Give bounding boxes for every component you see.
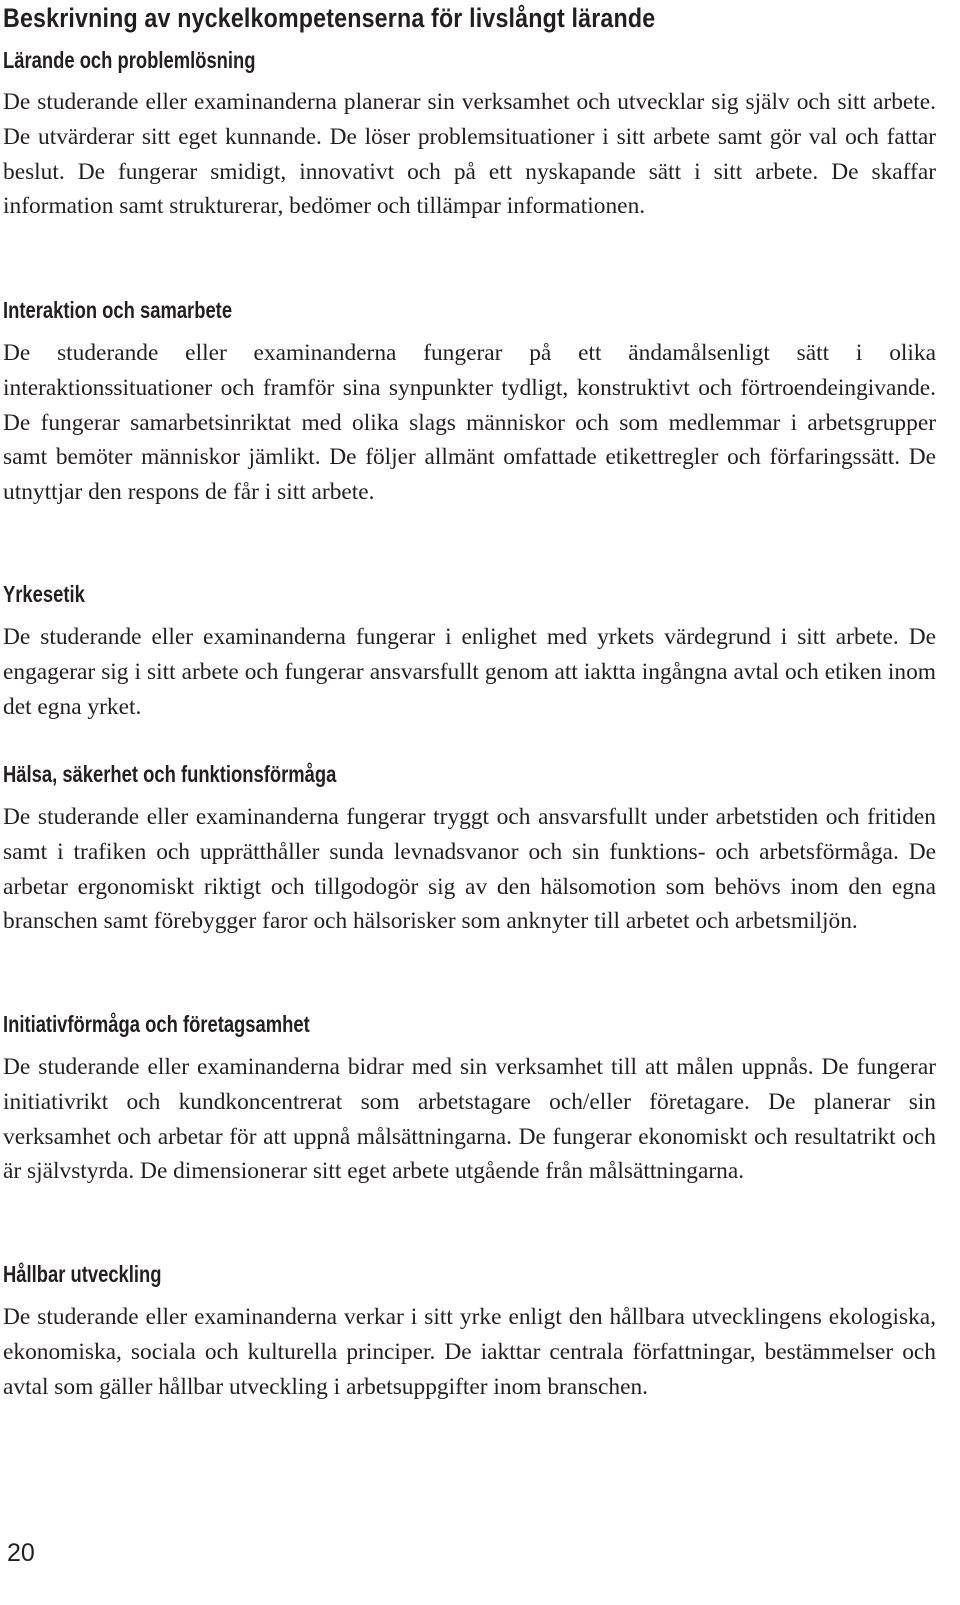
section-text-hallbar: De studerande eller examinanderna verkar i sitt yrke enligt den hållbara utvecklingens ekologiska, ekonomiska, sociala och kulturella principer. De iakttar centrala författningar, bestämmelser och avtal som gäller hållbar utveckling i arbetsuppgifter inom branschen. xyxy=(3,1304,936,1400)
section-text-yrkesetik: De studerande eller examinanderna fungerar i enlighet med yrkets värdegrund i sitt arbete. De engagerar sig i sitt arbete och fungerar ansvarsfullt genom att iaktta ingångna avtal och etiken inom det egna yrket. xyxy=(3,624,936,720)
page-title: Beskrivning av nyckelkompetenserna för livslångt lärande xyxy=(3,3,656,33)
section-text-halsa: De studerande eller examinanderna fungerar tryggt och ansvarsfullt under arbetstiden och fritiden samt i trafiken och upprätthåller sunda levnadsvanor och sin funktions- och arbetsförmåga. De arbetar ergonomiskt riktigt och tillgodogör sig av den hälsomotion som behövs inom den egna branschen samt förebygger faror och hälsorisker som anknyter till arbetet och arbetsmiljön. xyxy=(3,804,936,935)
section-text-interaktion: De studerande eller examinanderna fungerar på ett ändamålsenligt sätt i olika interaktionssituationer och framför sina synpunkter tydligt, konstruktivt och förtroendeingivande. De fungerar samarbetsinriktat med olika slags människor och som medlemmar i arbetsgrupper samt bemöter människor jämlikt. De följer allmänt omfattade etikettregler och förfaringssätt. De utnyttjar den respons de får i sitt arbete. xyxy=(3,340,936,506)
section-heading-halsa: Hälsa, säkerhet och funktionsförmåga xyxy=(3,761,337,787)
section-heading-interaktion: Interaktion och samarbete xyxy=(3,297,233,323)
section-text-initiativ: De studerande eller examinanderna bidrar med sin verksamhet till att målen uppnås. De fungerar initiativrikt och kundkoncentrerat som arbetstagare och/​eller företagare. De planerar sin verksamhet och arbetar för att uppnå målsättningarna. De fungerar ekonomiskt och resultatrikt och är självstyrda. De dimensionerar sitt eget arbete utgående från målsättningarna. xyxy=(3,1054,936,1185)
section-text-larande: De studerande eller examinanderna planerar sin verksamhet och utvecklar sig själv och sitt arbete. De utvärderar sitt eget kunnande. De löser problemsituationer i sitt arbete samt gör val och fattar beslut. De fungerar smidigt, innovativt och på ett nyskapande sätt i sitt arbete. De skaffar information samt strukturerar, bedömer och tillämpar informationen. xyxy=(3,89,936,220)
section-heading-yrkesetik: Yrkesetik xyxy=(3,581,85,607)
section-heading-hallbar: Hållbar utveckling xyxy=(3,1261,162,1287)
page-number: 20 xyxy=(7,1539,35,1567)
section-heading-initiativ: Initiativförmåga och företagsamhet xyxy=(3,1011,310,1037)
section-heading-larande: Lärande och problemlösning xyxy=(3,47,256,73)
